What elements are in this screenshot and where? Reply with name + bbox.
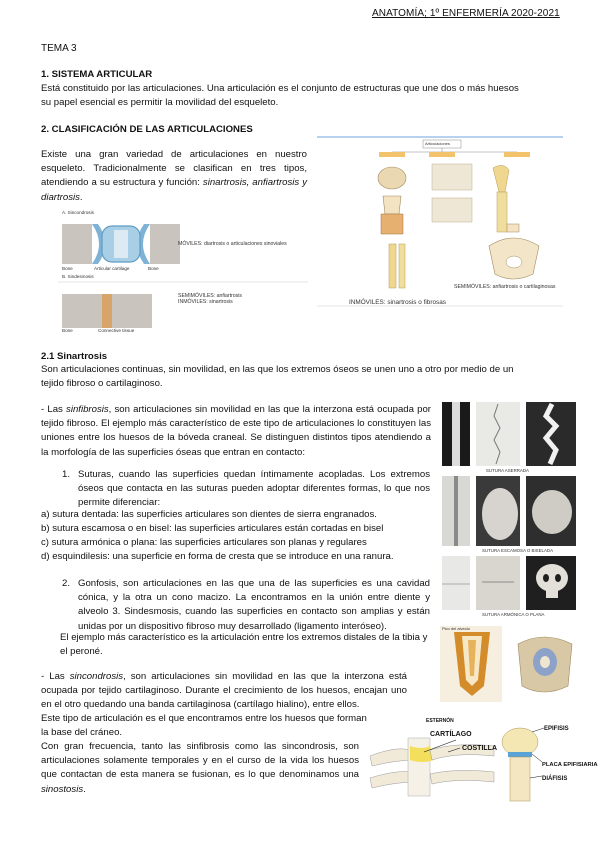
label-diafisis: DIÁFISIS xyxy=(542,776,568,782)
label-epifisis: EPIFISIS xyxy=(544,726,569,732)
gonfosis-number: 2. xyxy=(62,578,71,589)
chart-top-box: Articulaciones xyxy=(425,141,450,146)
sinfibrosis-term: sinfibrosis xyxy=(66,404,109,415)
gonfosis-example: El ejemplo más característico es la articulación entre los extremos distales de la tibia y el peroné. xyxy=(60,632,428,658)
section-2-types: sinartrosis, anfiartrosis y diartrosis xyxy=(41,177,307,203)
gomphosis-illustration xyxy=(440,626,580,702)
photo-label-armonica: SUTURA ARMÓNICA O PLANA xyxy=(482,612,545,617)
section-21-title: 2.1 Sinartrosis xyxy=(41,351,108,362)
moviles-label: MÓVILES: diartrosis o articulaciones sinoviales xyxy=(178,241,287,247)
section-1-line-2: su papel esencial es permitir la movilidad del esqueleto. xyxy=(41,97,279,108)
section-2-period: . xyxy=(79,191,83,203)
sutura-armonica: c) sutura armónica o plana: las superficies articulares son planas y regulares xyxy=(41,537,367,548)
sinfibrosis-prefix: - Las xyxy=(41,404,67,415)
sincondrosis-text-3: Con gran frecuencia, tanto las sinfibrosis como las sincondrosis, son articulaciones solamente temporales y en el curso de la vida los huesos que contactan de esta manera se fusionan, es lo que denominamos una xyxy=(41,741,359,781)
epiphyseal-plate-figure xyxy=(498,722,598,806)
diagram-label-cartilage: Articular cartilage xyxy=(94,266,130,271)
sutura-dentada: a) sutura dentada: las superficies articulares son dientes de sierra engranados. xyxy=(41,509,377,520)
sinfibrosis-paragraph xyxy=(41,403,431,460)
diagram-label-bone-3: Bone xyxy=(62,328,73,333)
sincondrosis-prefix: - Las xyxy=(41,671,70,682)
suturas-number: 1. xyxy=(62,469,71,480)
sincondrosis-text-1: , son articulaciones sin movilidad en las que la interzona está ocupada por tejido cartilaginoso. Durante el crecimiento de los huesos, encajan uno en el otro quedando una banda cartilaginosa (cartílago hialino), entre ellos. xyxy=(41,671,407,711)
semimoviles-label: SEMIMÓVILES: anfiartrosis xyxy=(178,293,242,299)
section-1-line-1: Está constituido por las articulaciones. Una articulación es el conjunto de estructuras que une dos o más huesos xyxy=(41,83,519,94)
section-21-line-2: tejido fibroso o cartilaginoso. xyxy=(41,378,163,389)
sinostosis-term: sinostosis xyxy=(41,783,84,795)
classification-illustration xyxy=(317,134,565,308)
diagram-label-bone-2: Bone xyxy=(148,266,159,271)
diagram-label-connective: Connective tissue xyxy=(98,328,135,333)
section-2-text: Existe una gran variedad de articulaciones en nuestro esqueleto. Tradicionalmente se clasifican en tres tipos, atendiendo a su estructura y función: xyxy=(41,149,307,189)
sutura-escamosa: b) sutura escamosa o en bisel: las superficies articulares están cortadas en bisel xyxy=(41,523,384,534)
section-1-title: 1. SISTEMA ARTICULAR xyxy=(41,69,153,80)
fig2-inmoviles-label: INMÓVILES: sinartrosis o fibrosas xyxy=(349,299,446,306)
suture-photos-illustration xyxy=(442,402,576,622)
label-esternon: ESTERNÓN xyxy=(426,718,454,724)
gomphosis-images xyxy=(440,626,580,702)
section-2-title: 2. CLASIFICACIÓN DE LAS ARTICULACIONES xyxy=(41,124,253,135)
section-2-paragraph xyxy=(41,148,307,205)
sincondrosis-text-2: Este tipo de articulación es el que encontramos entre los huesos que forman la base del cráneo. xyxy=(41,713,367,739)
label-costilla: COSTILLA xyxy=(462,745,497,752)
sinfibrosis-text: , son articulaciones sin movilidad en las que la interzona está ocupada por tejido fibroso. El ejemplo más característico de este tipo de articulaciones lo constituyen las uniones entre los huesos de la bóveda craneal. Se distinguen distintos tipos atendiendo a la morfología de las superficies óseas que entran en contacto: xyxy=(41,404,431,458)
section-21-line-1: Son articulaciones continuas, sin movilidad, en las que los extremos óseos se unen uno a otro por medio de un xyxy=(41,364,514,375)
sincondrosis-end: . xyxy=(83,783,86,795)
tooth-caption: Pico del alveolo xyxy=(442,626,471,631)
diagram-label-b: B. Sindesmosis xyxy=(62,274,94,279)
fig2-semimoviles-label: SEMIMÓVILES: anfiartrosis o cartilaginosas xyxy=(454,284,556,290)
suturas-text: Suturas, cuando las superficies quedan íntimamente acopladas. Los extremos óseos que contacta en las suturas pueden adoptar diferentes formas, lo que nos permite diferenciar: xyxy=(78,469,430,509)
esquindilesis: d) esquindilesis: una superficie en forma de cresta que se introduce en una ranura. xyxy=(41,551,394,562)
classification-chart-figure xyxy=(317,134,565,308)
document-header: ANATOMÍA; 1º ENFERMERÍA 2020-2021 xyxy=(372,8,560,19)
label-cartilago: CARTÍLAGO xyxy=(430,731,472,738)
inmoviles-label: INMÓVILES: sinartrosis xyxy=(178,299,233,305)
photo-label-aserrada: SUTURA ASERRADA xyxy=(486,468,529,473)
label-placa: PLACA EPIFISIARIA xyxy=(542,762,598,768)
sincondrosis-text-3-block xyxy=(41,740,359,797)
diagram-label-bone: Bone xyxy=(62,266,73,271)
gonfosis-text: Gonfosis, son articulaciones en las que una de las superficies es una cavidad cónica, y la otra un cono macizo. La encontramos en la unión entre diente y alveolo 3. Sindesmosis, cuando las superficies en contacto son amplias y están unidas por un dispositivo fibroso muy desarrollado (ligamento interóseo). xyxy=(78,578,430,632)
suture-photos xyxy=(442,402,576,622)
costal-cartilage-figure xyxy=(366,716,498,800)
photo-label-escamosa: SUTURA ESCAMOSA O BISELADA xyxy=(482,548,554,553)
sincondrosis-paragraph xyxy=(41,670,407,713)
diagram-label-a: A. Sincondrosis xyxy=(62,210,94,215)
sincondrosis-term: sincondrosis xyxy=(69,671,124,682)
joint-types-diagram xyxy=(58,208,313,332)
topic-title: TEMA 3 xyxy=(41,43,77,54)
